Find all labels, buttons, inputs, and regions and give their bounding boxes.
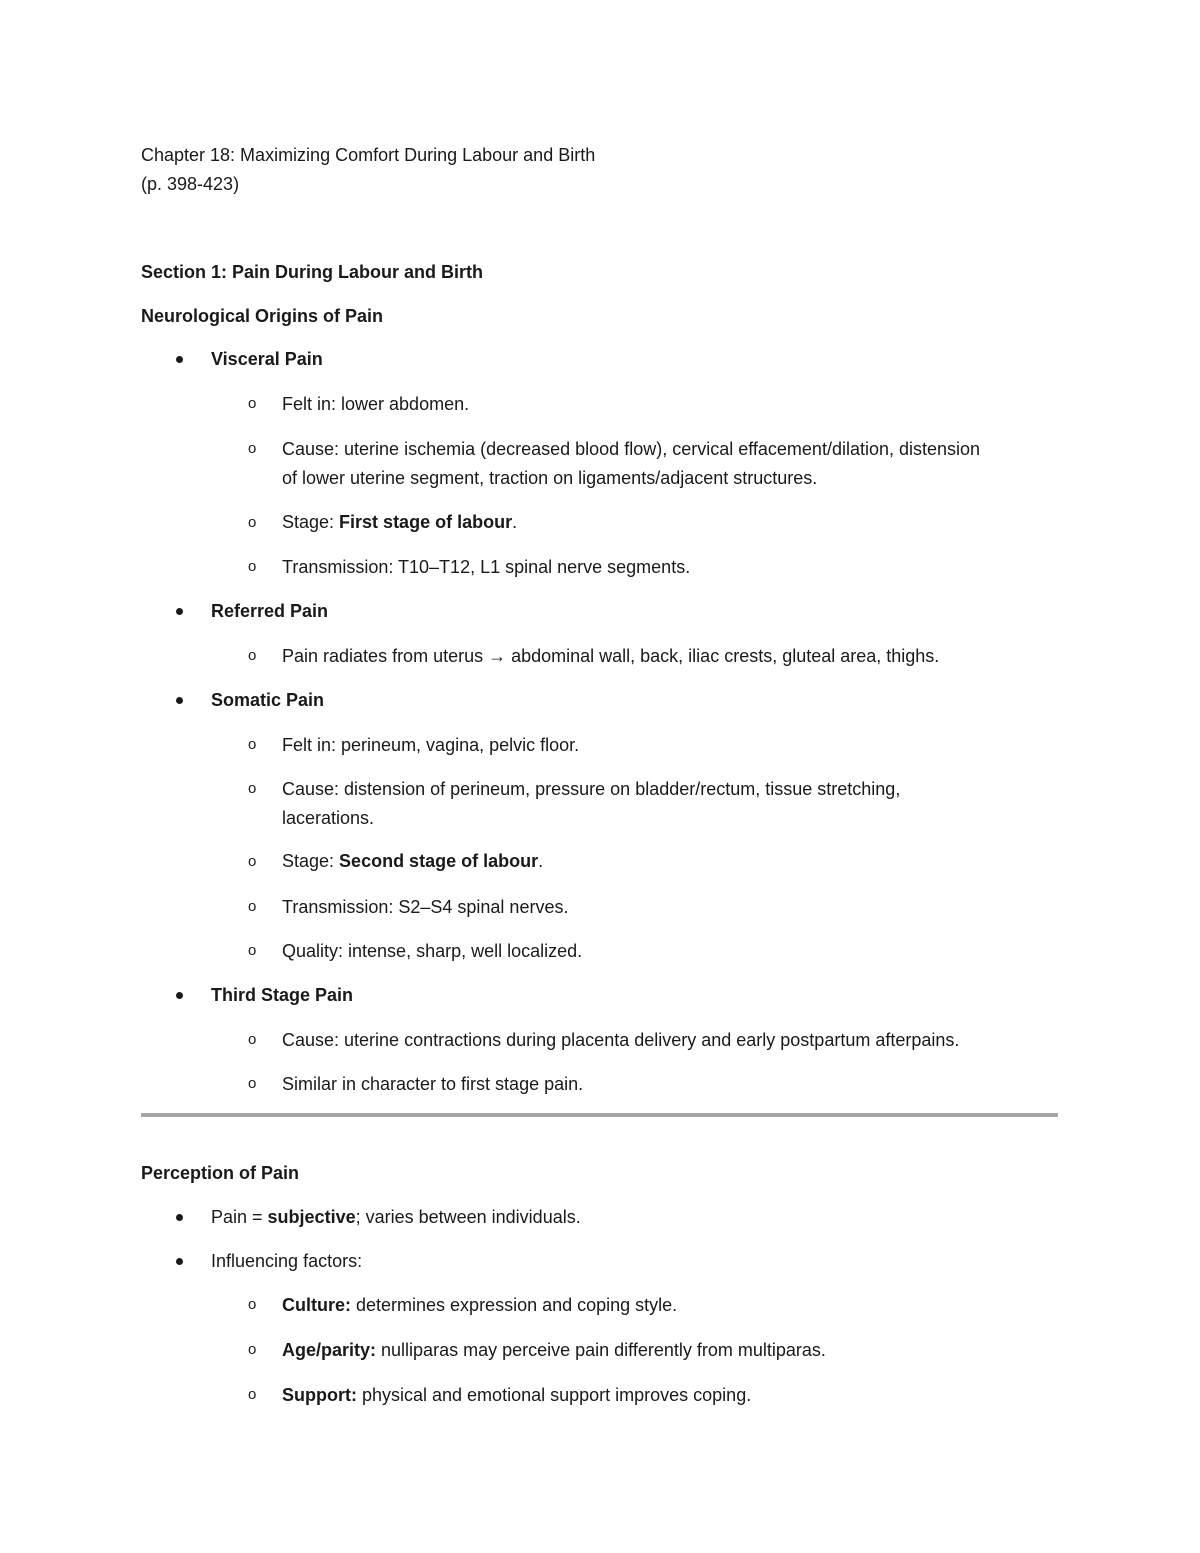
sub-bullet-icon: o <box>248 647 257 664</box>
third-stage-pain-heading: Third Stage Pain <box>211 985 354 1005</box>
stage-suffix: . <box>512 512 518 532</box>
sub-bullet-icon: o <box>248 1296 257 1313</box>
visceral-cause-line1: Cause: uterine ischemia (decreased blood flow), cervical effacement/dilation, distension <box>282 439 981 459</box>
section-title: Section 1: Pain During Labour and Birth <box>141 262 484 282</box>
sub-bullet-icon: o <box>248 780 257 797</box>
sub-bullet-icon: o <box>248 942 257 959</box>
chapter-title: Chapter 18: Maximizing Comfort During Labour and Birth <box>141 145 596 165</box>
sub-bullet-icon: o <box>248 853 257 870</box>
factor-text: physical and emotional support improves coping. <box>356 1385 752 1405</box>
bullet-icon <box>176 697 183 704</box>
bullet-icon <box>176 356 183 363</box>
referred-desc: Pain radiates from uterus → abdominal wall, back, iliac crests, gluteal area, thighs. <box>282 646 940 666</box>
factor-text: determines expression and coping style. <box>351 1295 678 1315</box>
bullet-icon <box>176 1214 183 1221</box>
third-similar: Similar in character to first stage pain. <box>282 1074 584 1094</box>
perception-title: Perception of Pain <box>141 1163 300 1183</box>
visceral-felt: Felt in: lower abdomen. <box>282 394 470 414</box>
visceral-stage <box>282 510 517 534</box>
visceral-cause-line2: of lower uterine segment, traction on ligaments/adjacent structures. <box>282 468 818 488</box>
stage-prefix: Stage: <box>282 851 340 871</box>
bullet-icon <box>176 992 183 999</box>
sub-bullet-icon: o <box>248 736 257 753</box>
stage-suffix: . <box>538 851 544 871</box>
sub-bullet-icon: o <box>248 1341 257 1358</box>
horizontal-divider <box>141 1113 1058 1117</box>
stage-value: First stage of labour <box>339 512 513 532</box>
sub-bullet-icon: o <box>248 898 257 915</box>
page-range: (p. 398-423) <box>141 174 240 194</box>
bullet-icon <box>176 1258 183 1265</box>
factor-label: Age/parity: <box>282 1340 377 1360</box>
sub-bullet-icon: o <box>248 395 257 412</box>
somatic-pain-heading: Somatic Pain <box>211 690 325 710</box>
sub-bullet-icon: o <box>248 1075 257 1092</box>
subsection-title: Neurological Origins of Pain <box>141 306 384 326</box>
sub-bullet-icon: o <box>248 514 257 531</box>
somatic-transmission: Transmission: S2–S4 spinal nerves. <box>282 897 569 917</box>
pain-suffix: ; varies between individuals. <box>355 1207 581 1227</box>
visceral-pain-heading: Visceral Pain <box>211 349 323 369</box>
factor-text: nulliparas may perceive pain differently from multiparas. <box>376 1340 826 1360</box>
pain-prefix: Pain = <box>211 1207 268 1227</box>
stage-prefix: Stage: <box>282 512 340 532</box>
somatic-felt: Felt in: perineum, vagina, pelvic floor. <box>282 735 580 755</box>
somatic-stage <box>282 849 543 873</box>
sub-bullet-icon: o <box>248 440 257 457</box>
influencing-factors: Influencing factors: <box>211 1251 363 1271</box>
referred-pain-heading: Referred Pain <box>211 601 329 621</box>
factor-label: Culture: <box>282 1295 351 1315</box>
sub-bullet-icon: o <box>248 558 257 575</box>
pain-subjective <box>211 1205 581 1229</box>
pain-bold: subjective <box>267 1207 356 1227</box>
sub-bullet-icon: o <box>248 1386 257 1403</box>
factor-age-parity <box>282 1338 826 1362</box>
somatic-cause-line1: Cause: distension of perineum, pressure on bladder/rectum, tissue stretching, <box>282 779 901 799</box>
sub-bullet-icon: o <box>248 1031 257 1048</box>
factor-culture <box>282 1293 677 1317</box>
factor-label: Support: <box>282 1385 357 1405</box>
factor-support <box>282 1383 751 1407</box>
bullet-icon <box>176 608 183 615</box>
somatic-quality: Quality: intense, sharp, well localized. <box>282 941 583 961</box>
somatic-cause-line2: lacerations. <box>282 808 375 828</box>
third-cause: Cause: uterine contractions during placenta delivery and early postpartum afterpains. <box>282 1030 960 1050</box>
stage-value: Second stage of labour <box>339 851 539 871</box>
visceral-transmission: Transmission: T10–T12, L1 spinal nerve segments. <box>282 557 691 577</box>
